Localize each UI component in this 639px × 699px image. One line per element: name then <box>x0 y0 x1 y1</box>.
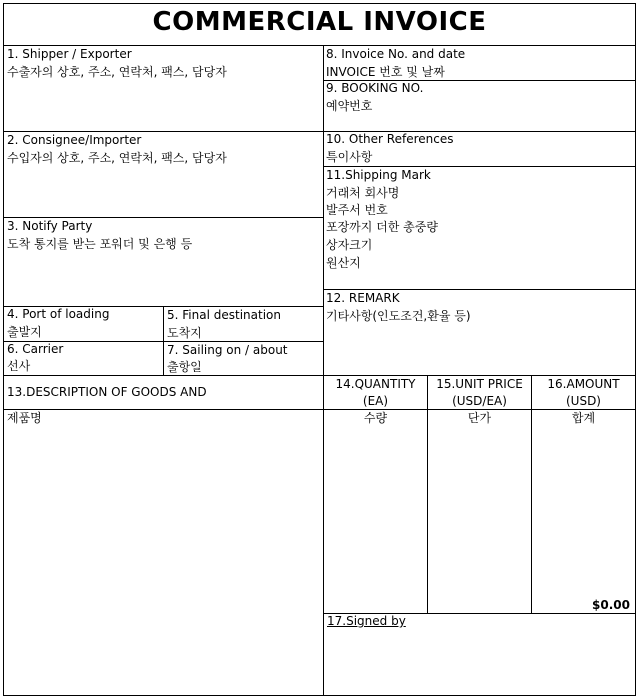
grid-line <box>3 3 636 4</box>
grid-line <box>163 306 164 376</box>
grid-line <box>3 3 4 696</box>
consignee-value: 수입자의 상호, 주소, 연락처, 팩스, 담당자 <box>7 151 227 165</box>
shipping-mark-line: 원산지 <box>326 256 361 270</box>
notify-label: 3. Notify Party <box>7 219 93 233</box>
remark-value: 기타사항(인도조건,환율 등) <box>326 309 471 323</box>
signed-by-label: 17.Signed by <box>327 614 406 628</box>
grid-line <box>3 217 324 218</box>
shipper-value: 수출자의 상호, 주소, 연락처, 팩스, 담당자 <box>7 65 227 79</box>
grid-line <box>3 45 636 46</box>
consignee-label: 2. Consignee/Importer <box>7 133 142 147</box>
invoice-no-value: INVOICE 번호 및 날짜 <box>326 65 445 79</box>
other-refs-value: 특이사항 <box>326 150 373 164</box>
shipping-mark-label: 11.Shipping Mark <box>326 168 431 182</box>
grid-line <box>323 45 324 696</box>
grid-line <box>323 289 636 290</box>
port-loading-label: 4. Port of loading <box>7 307 110 321</box>
sailing-value: 출항일 <box>167 360 202 374</box>
invoice-no-label: 8. Invoice No. and date <box>326 47 466 61</box>
other-refs-label: 10. Other References <box>326 132 454 146</box>
unit-price-unit: (USD/EA) <box>452 394 507 408</box>
shipper-label: 1. Shipper / Exporter <box>7 47 132 61</box>
grid-line <box>3 375 636 376</box>
grid-line <box>635 3 636 696</box>
booking-no-value: 예약번호 <box>326 99 373 113</box>
carrier-label: 6. Carrier <box>7 342 64 356</box>
invoice-title: COMMERCIAL INVOICE <box>152 7 487 37</box>
carrier-value: 선사 <box>7 359 31 373</box>
amount-total: $0.00 <box>592 598 630 612</box>
sailing-label: 7. Sailing on / about <box>167 343 288 357</box>
final-dest-value: 도착지 <box>167 326 202 340</box>
quantity-value: 수량 <box>363 411 388 425</box>
final-dest-label: 5. Final destination <box>167 308 281 322</box>
desc-goods-value: 제품명 <box>7 411 42 425</box>
grid-line <box>3 409 636 410</box>
shipping-mark-line: 상자크기 <box>326 238 373 252</box>
unit-price-label: 15.UNIT PRICE <box>436 377 523 391</box>
unit-price-value: 단가 <box>467 411 492 425</box>
remark-label: 12. REMARK <box>326 291 400 305</box>
amount-label: 16.AMOUNT <box>547 377 620 391</box>
grid-line <box>3 131 636 132</box>
port-loading-value: 출발지 <box>7 325 42 339</box>
desc-goods-label: 13.DESCRIPTION OF GOODS AND <box>7 385 207 399</box>
grid-line <box>3 695 636 696</box>
quantity-label: 14.QUANTITY <box>335 377 416 391</box>
amount-value: 합계 <box>571 411 596 425</box>
amount-unit: (USD) <box>565 394 601 408</box>
shipping-mark-line: 포장까지 더한 총중량 <box>326 220 438 234</box>
grid-line <box>323 166 636 167</box>
shipping-mark-line: 거래처 회사명 <box>326 186 400 200</box>
shipping-mark-line: 발주서 번호 <box>326 203 388 217</box>
notify-value: 도착 통지를 받는 포워더 및 은행 등 <box>7 237 193 251</box>
quantity-unit: (EA) <box>362 394 389 408</box>
booking-no-label: 9. BOOKING NO. <box>326 81 424 95</box>
